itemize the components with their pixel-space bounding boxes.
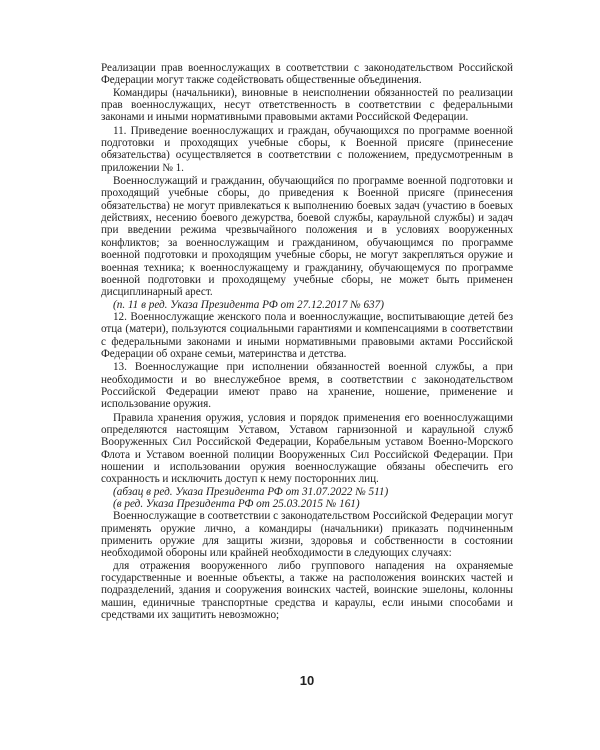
paragraph: Военнослужащий и гражданин, обучающийся по программе военной подготовки и проходящий учебные сборы, до приведения к Военной присяге (принесения обязательства) не могут привлекаться к выполнению боевых задач (участию в боевых действиях, несению боевого дежурства, боевой службы, караульной службы) и задач при введении режима чрезвычайного положения и в условиях вооруженных конфликтов; за военнослужащим и гражданином, обучающимся по программе военной подготовки и проходящим учебные сборы, не могут закрепляться оружие и военная техника; к военнослужащему и гражданину, обучающемуся по программе военной подготовки и проходящему учебные сборы, не может быть применен дисциплинарный арест. (101, 175, 513, 299)
paragraph: Командиры (начальники), виновные в неисполнении обязанностей по реализации прав военнослужащих, несут ответственность в соответствии с федеральными законами и иными нормативными правовыми актами Российской Федерации. (101, 86, 513, 124)
paragraph: для отражения вооруженного либо группового нападения на охраняемые государственные и военные объекты, а также на расположения воинских частей и подразделений, здания и сооружения воинских частей, воинские эшелоны, колонны машин, единичные транспортные средства и караулы, если иными способами и средствами их защитить невозможно; (101, 559, 513, 622)
amendment-note: (абзац в ред. Указа Президента РФ от 31.07.2022 № 511) (113, 485, 389, 498)
paragraph: Правила хранения оружия, условия и порядок применения его военнослужащими определяются настоящим Уставом, Уставом гарнизонной и караульной служб Вооруженных Сил Российской Федерации, Корабельным уставом Военно-Морского Флота и Уставом военной полиции Вооруженных Сил Российской Федерации. При ношении и использовании оружия военнослужащие обязаны обеспечить его сохранность и исключить доступ к нему посторонних лиц. (101, 411, 513, 486)
amendment-note: (в ред. Указа Президента РФ от 25.03.2015 № 161) (113, 498, 360, 511)
paragraph: 13. Военнослужащие при исполнении обязанностей военной службы, а при необходимости и во внеслужебное время, в соответствии с законодательством Российской Федерации имеют право на хранение, ношение, применение и использование оружия. (101, 361, 513, 411)
paragraph: Военнослужащие в соответствии с законодательством Российской Федерации могут применять оружие лично, а командиры (начальники) приказать подчиненным применить оружие для защиты жизни, здоровья и собственности в состоянии необходимой обороны или крайней необходимости в следующих случаях: (101, 510, 513, 560)
amendment-note: (п. 11 в ред. Указа Президента РФ от 27.12.2017 № 637) (113, 298, 384, 311)
paragraph: 11. Приведение военнослужащих и граждан, обучающихся по программе военной подготовки и проходящих учебные сборы, к Военной присяге (принесение обязательства) осуществляется в соответствии с положением, предусмотренным в приложении № 1. (101, 124, 513, 174)
page-number: 10 (299, 673, 315, 688)
paragraph: 12. Военнослужащие женского пола и военнослужащие, воспитывающие детей без отца (матери), пользуются социальными гарантиями и компенсациями в соответствии с федеральными законами и иными нормативными правовыми актами Российской Федерации об охране семьи, материнства и детства. (101, 310, 513, 360)
paragraph: Реализации прав военнослужащих в соответствии с законодательством Российской Федерации могут также содействовать общественные объединения. (101, 62, 513, 87)
